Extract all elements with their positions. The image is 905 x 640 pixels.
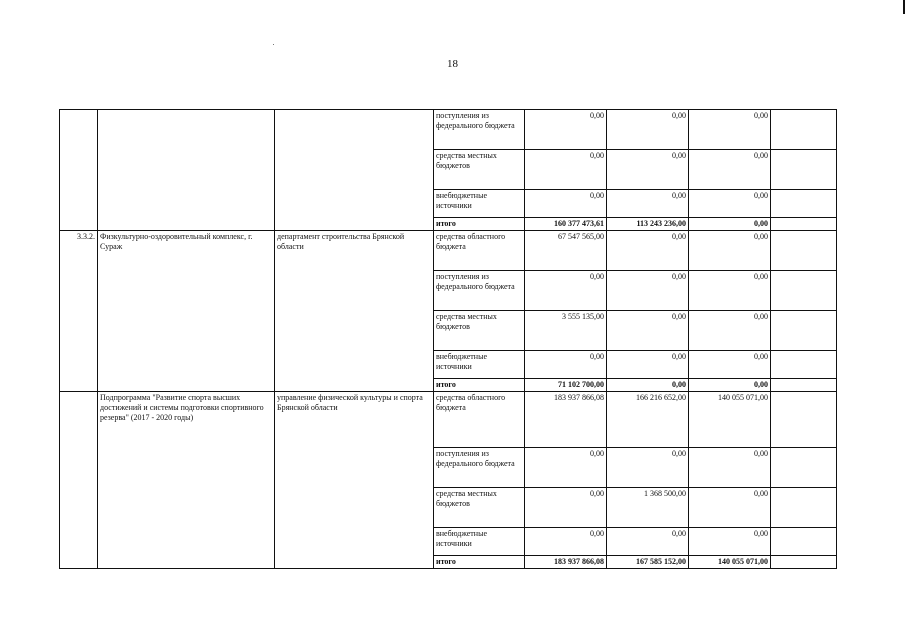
amount-cell-2: 0,00	[607, 379, 689, 392]
amount-cell-1: 0,00	[525, 190, 607, 218]
funding-source-cell: внебюджетные источники	[434, 528, 525, 556]
amount-cell-1: 67 547 565,00	[525, 231, 607, 271]
funding-source-cell: внебюджетные источники	[434, 351, 525, 379]
executor-cell: управление физической культуры и спорта Брянской области	[275, 392, 434, 569]
table-row	[60, 231, 837, 271]
amount-cell-2: 0,00	[607, 271, 689, 311]
amount-cell-2: 0,00	[607, 351, 689, 379]
empty-cell	[771, 556, 837, 569]
empty-cell	[771, 110, 837, 150]
table-row	[60, 110, 837, 150]
amount-cell-3: 0,00	[689, 218, 771, 231]
item-name-cell: Физкультурно-оздоровительный комплекс, г. Сураж	[98, 231, 275, 392]
funding-source-cell: средства областного бюджета	[434, 231, 525, 271]
amount-cell-2: 0,00	[607, 110, 689, 150]
amount-cell-2: 113 243 236,00	[607, 218, 689, 231]
amount-cell-1: 160 377 473,61	[525, 218, 607, 231]
funding-source-cell: итого	[434, 379, 525, 392]
empty-cell	[771, 311, 837, 351]
empty-cell	[771, 351, 837, 379]
amount-cell-1: 183 937 866,08	[525, 556, 607, 569]
amount-cell-3: 0,00	[689, 311, 771, 351]
page-number: 18	[447, 58, 458, 70]
amount-cell-1: 0,00	[525, 110, 607, 150]
funding-source-cell: поступления из федерального бюджета	[434, 271, 525, 311]
amount-cell-2: 1 368 500,00	[607, 488, 689, 528]
amount-cell-1: 0,00	[525, 271, 607, 311]
amount-cell-3: 140 055 071,00	[689, 556, 771, 569]
amount-cell-3: 0,00	[689, 190, 771, 218]
amount-cell-3: 0,00	[689, 351, 771, 379]
amount-cell-2: 167 585 152,00	[607, 556, 689, 569]
amount-cell-3: 0,00	[689, 448, 771, 488]
funding-source-cell: поступления из федерального бюджета	[434, 110, 525, 150]
amount-cell-3: 0,00	[689, 110, 771, 150]
funding-source-cell: внебюджетные источники	[434, 190, 525, 218]
table-row	[60, 392, 837, 448]
amount-cell-1: 3 555 135,00	[525, 311, 607, 351]
amount-cell-2: 0,00	[607, 231, 689, 271]
amount-cell-2: 0,00	[607, 311, 689, 351]
executor-cell	[275, 110, 434, 231]
item-number-cell: 3.3.2.	[60, 231, 98, 392]
empty-cell	[771, 379, 837, 392]
empty-cell	[771, 271, 837, 311]
amount-cell-1: 0,00	[525, 150, 607, 190]
amount-cell-1: 183 937 866,08	[525, 392, 607, 448]
amount-cell-3: 0,00	[689, 488, 771, 528]
item-number-cell	[60, 392, 98, 569]
funding-source-cell: итого	[434, 218, 525, 231]
empty-cell	[771, 528, 837, 556]
amount-cell-2: 0,00	[607, 528, 689, 556]
item-name-cell: Подпрограмма "Развитие спорта высших достижений и системы подготовки спортивного резерва" (2017 - 2020 годы)	[98, 392, 275, 569]
item-name-cell	[98, 110, 275, 231]
funding-source-cell: средства местных бюджетов	[434, 488, 525, 528]
empty-cell	[771, 392, 837, 448]
amount-cell-2: 0,00	[607, 150, 689, 190]
amount-cell-1: 0,00	[525, 448, 607, 488]
amount-cell-1: 71 102 700,00	[525, 379, 607, 392]
amount-cell-2: 166 216 652,00	[607, 392, 689, 448]
item-number-cell	[60, 110, 98, 231]
amount-cell-1: 0,00	[525, 528, 607, 556]
amount-cell-2: 0,00	[607, 448, 689, 488]
executor-cell: департамент строительства Брянской области	[275, 231, 434, 392]
amount-cell-3: 0,00	[689, 379, 771, 392]
amount-cell-1: 0,00	[525, 488, 607, 528]
amount-cell-3: 0,00	[689, 528, 771, 556]
empty-cell	[771, 190, 837, 218]
empty-cell	[771, 448, 837, 488]
amount-cell-2: 0,00	[607, 190, 689, 218]
empty-cell	[771, 218, 837, 231]
budget-table	[59, 109, 837, 569]
amount-cell-3: 140 055 071,00	[689, 392, 771, 448]
empty-cell	[771, 488, 837, 528]
empty-cell	[771, 150, 837, 190]
amount-cell-3: 0,00	[689, 231, 771, 271]
amount-cell-3: 0,00	[689, 150, 771, 190]
funding-source-cell: поступления из федерального бюджета	[434, 448, 525, 488]
funding-source-cell: итого	[434, 556, 525, 569]
funding-source-cell: средства областного бюджета	[434, 392, 525, 448]
amount-cell-1: 0,00	[525, 351, 607, 379]
amount-cell-3: 0,00	[689, 271, 771, 311]
empty-cell	[771, 231, 837, 271]
funding-source-cell: средства местных бюджетов	[434, 150, 525, 190]
funding-source-cell: средства местных бюджетов	[434, 311, 525, 351]
scan-speck	[273, 44, 274, 45]
